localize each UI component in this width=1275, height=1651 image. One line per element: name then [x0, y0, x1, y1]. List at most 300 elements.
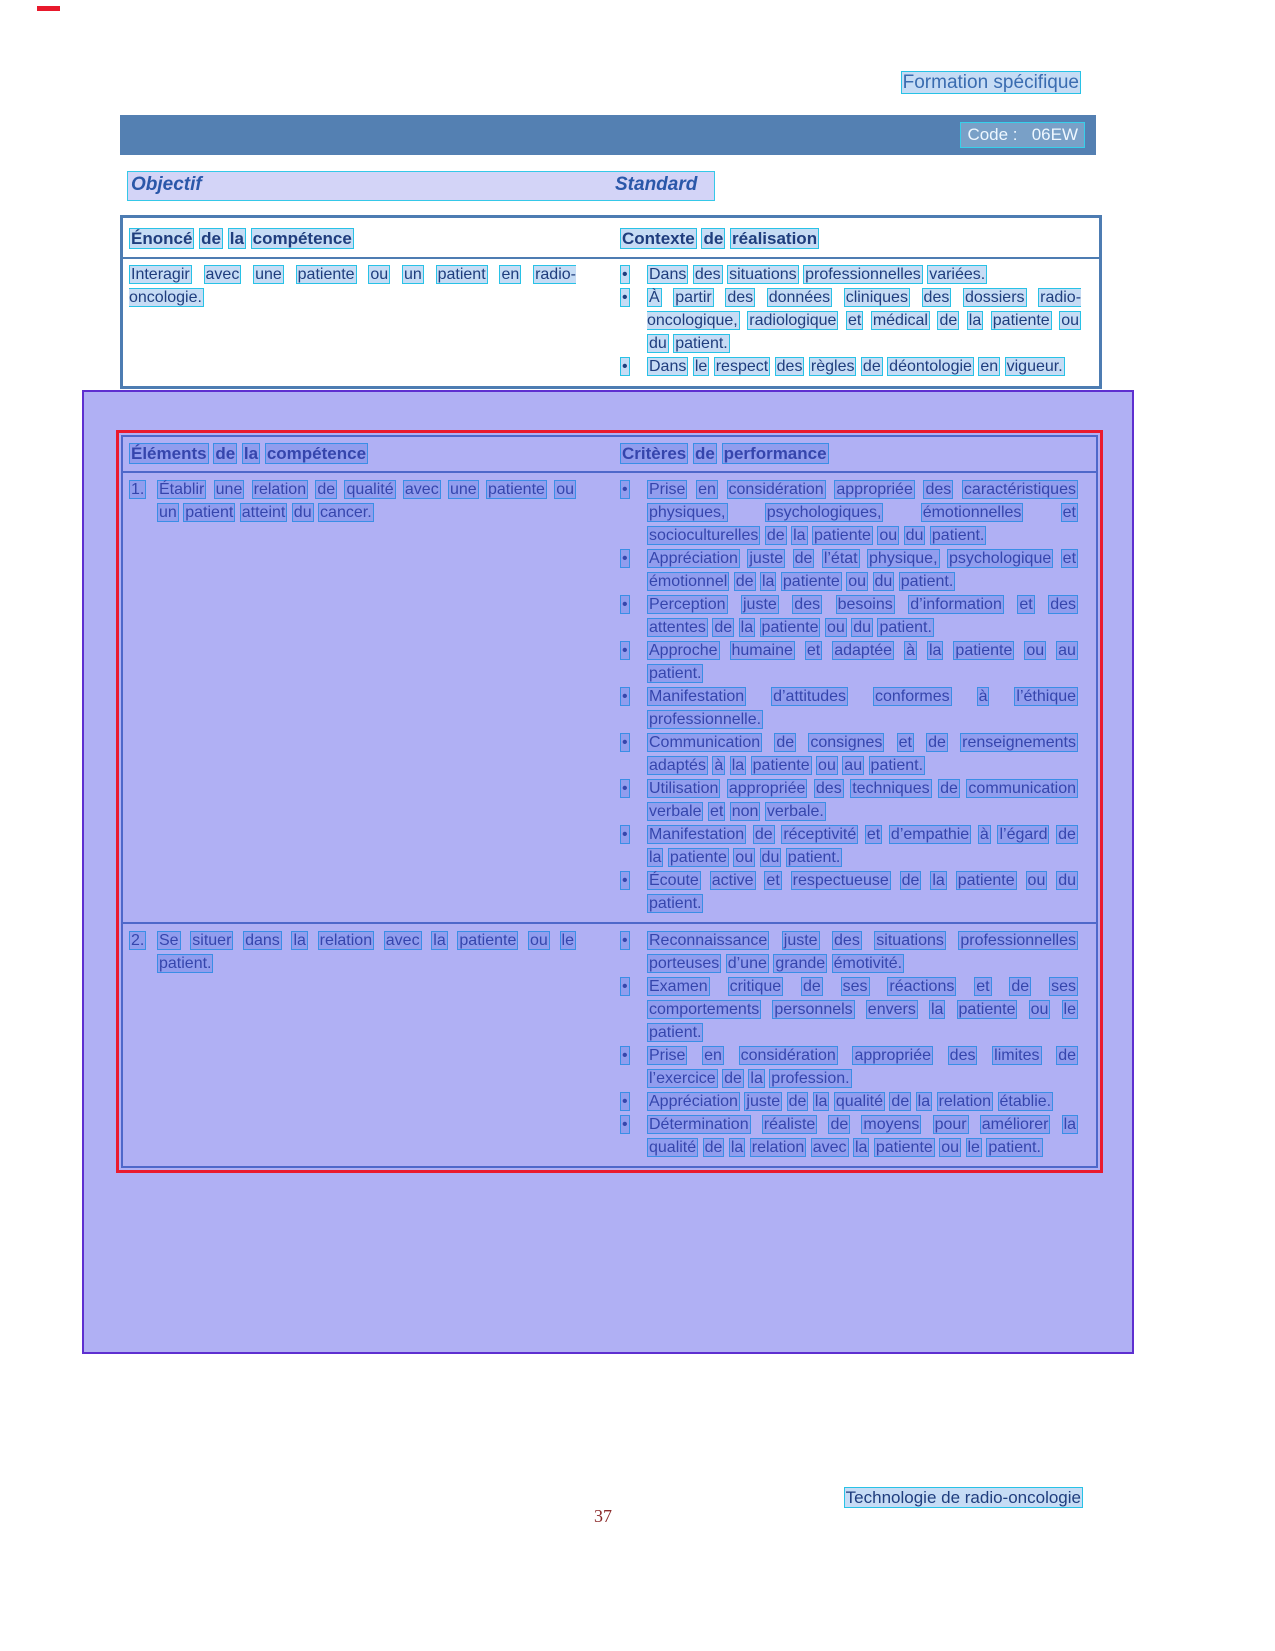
hl-word: de	[724, 1070, 742, 1087]
hl-word: moyens	[863, 1116, 920, 1133]
hl-word: réaliste	[763, 1116, 816, 1133]
hl-word: à	[978, 688, 988, 705]
hl-word: de	[939, 312, 958, 329]
hl-word: patiente	[875, 1139, 933, 1156]
hl-word: Prise	[649, 481, 686, 498]
bullet-icon: •	[622, 932, 628, 949]
element-row-1	[123, 473, 1096, 924]
hl-word: Perception	[649, 596, 726, 613]
hl-word: Approche	[649, 642, 718, 659]
hl-word: situer	[192, 932, 232, 949]
hl-word: la	[928, 642, 942, 659]
hl-word: patiente	[297, 266, 355, 283]
hl-word: de	[714, 619, 733, 636]
hl-word: de	[776, 734, 795, 751]
hl-word: la	[854, 1139, 868, 1156]
header-enonce-competence	[123, 227, 600, 250]
criteria-text	[647, 685, 1078, 731]
hl-word: humaine	[731, 642, 793, 659]
hl-word: de	[794, 550, 813, 567]
element-cell	[123, 478, 600, 915]
hl-word: la	[968, 312, 982, 329]
bullet-icon: •	[622, 1047, 628, 1064]
hl-word: la	[243, 444, 259, 463]
hl-word: radio-oncologique,	[647, 289, 1082, 329]
hl-word: ou	[848, 573, 867, 590]
hl-word: établie.	[999, 1093, 1052, 1110]
hl-word: relation	[938, 1093, 992, 1110]
hl-word: médical	[872, 312, 928, 329]
hl-word: la	[1063, 1116, 1077, 1133]
competence-statement-cell	[123, 263, 600, 378]
bullet-icon: •	[622, 780, 628, 797]
hl-word: variées.	[929, 266, 986, 283]
hl-word: la	[433, 932, 446, 949]
hl-word: verbale	[649, 803, 702, 820]
hl-word: une	[255, 266, 282, 283]
hl-word: ou	[1027, 872, 1046, 889]
criteria-item	[620, 869, 1078, 915]
hl-word: la	[293, 932, 306, 949]
criteria-text	[647, 1090, 1078, 1113]
standard-heading: Standard	[615, 174, 698, 195]
criteria-text	[647, 1113, 1078, 1159]
criteria-item	[620, 731, 1078, 777]
doc-footer-text: Technologie de radio-oncologie	[845, 1488, 1081, 1507]
bullet-icon: •	[622, 550, 628, 567]
hl-word: patient.	[879, 619, 932, 636]
hl-word: des	[1050, 596, 1076, 613]
hl-word: ou	[826, 619, 845, 636]
hl-word: techniques	[852, 780, 930, 797]
hl-word: appropriée	[854, 1047, 931, 1064]
hl-word: physique,	[869, 550, 938, 567]
enonce-table	[120, 215, 1102, 389]
hl-word: et	[898, 734, 912, 751]
code-label: Code : 06EW	[960, 122, 1085, 148]
hl-word: socioculturelles	[649, 527, 759, 544]
hl-word: respect	[715, 358, 769, 375]
hl-word: non	[731, 803, 759, 820]
hl-word: avec	[812, 1139, 847, 1156]
hl-word: Manifestation	[649, 826, 745, 843]
hl-word: adaptés	[649, 757, 706, 774]
hl-word: une	[449, 481, 477, 498]
doc-footer	[844, 1486, 1083, 1509]
hl-word: juste	[746, 1093, 781, 1110]
criteria-item	[620, 823, 1078, 869]
criteria-item	[620, 478, 1078, 547]
hl-word: des	[794, 596, 821, 613]
hl-word: des	[949, 1047, 976, 1064]
hl-word: des	[694, 266, 721, 283]
hl-word: considération	[740, 1047, 836, 1064]
bullet-icon: •	[622, 481, 628, 498]
hl-word: du	[874, 573, 893, 590]
hl-word: Appréciation	[649, 1093, 738, 1110]
hl-word: du	[905, 527, 924, 544]
hl-word: des	[776, 358, 803, 375]
bullet-icon: •	[622, 688, 628, 705]
hl-word: de	[704, 1139, 723, 1156]
bullet-icon: •	[622, 642, 628, 659]
hl-word: règles	[810, 358, 855, 375]
bullet-icon: •	[622, 289, 628, 306]
hl-word: de	[201, 229, 221, 248]
hl-word: avec	[404, 481, 439, 498]
hl-word: d’empathie	[890, 826, 970, 843]
hl-word: réceptivité	[783, 826, 857, 843]
hl-word: situations	[876, 932, 944, 949]
hl-word: Reconnaissance	[649, 932, 768, 949]
hl-word: améliorer	[981, 1116, 1049, 1133]
objectif-standard-band	[127, 171, 715, 201]
hl-word: patient.	[787, 849, 841, 866]
element-row-2	[123, 924, 1096, 1166]
hl-word: ou	[941, 1139, 960, 1156]
hl-word: patient.	[900, 573, 954, 590]
hl-word: patiente	[955, 642, 1013, 659]
criteria-item	[620, 1113, 1078, 1159]
hl-word: communication	[968, 780, 1077, 797]
criteria-text	[647, 975, 1078, 1044]
hl-word: physiques,	[649, 504, 726, 521]
criteria-text	[647, 823, 1078, 869]
criteria-item	[620, 777, 1078, 823]
element-number: 1.	[131, 481, 145, 498]
hl-word: un	[159, 504, 177, 521]
criteria-item	[620, 547, 1078, 593]
hl-word: patiente	[761, 619, 819, 636]
hl-word: patiente	[669, 849, 727, 866]
criteria-item	[620, 929, 1078, 975]
bullet-icon: •	[622, 1116, 628, 1133]
context-item	[620, 263, 1081, 286]
hl-word: émotionnel	[649, 573, 728, 590]
hl-word: la	[793, 527, 806, 544]
element-text	[157, 478, 576, 524]
hl-word: des	[815, 780, 842, 797]
hl-word: radio-oncologie.	[129, 266, 576, 306]
criteria-text	[647, 639, 1078, 685]
hl-word: patient.	[649, 1024, 702, 1041]
hl-word: l’éthique	[1016, 688, 1077, 705]
hl-word: le	[1063, 1001, 1076, 1018]
hl-word: compétence	[266, 444, 367, 463]
hl-word: la	[917, 1093, 931, 1110]
hl-word: de	[754, 826, 773, 843]
hl-word: attentes	[649, 619, 706, 636]
hl-word: de	[940, 780, 958, 797]
criteria-text	[647, 777, 1078, 823]
hl-word: d’information	[910, 596, 1002, 613]
hl-word: de	[901, 872, 920, 889]
hl-word: comportements	[649, 1001, 760, 1018]
hl-word: à	[714, 757, 724, 774]
hl-word: une	[215, 481, 243, 498]
context-list	[600, 263, 1099, 378]
hl-word: au	[844, 757, 863, 774]
hl-word: professionnelle.	[649, 711, 762, 728]
hl-word: patiente	[992, 312, 1050, 329]
hl-word: Énoncé	[131, 229, 193, 248]
hl-word: Dans	[649, 358, 687, 375]
hl-word: Utilisation	[649, 780, 719, 797]
hl-word: ou	[1030, 1001, 1049, 1018]
hl-word: ou	[556, 481, 574, 498]
hl-word: ou	[879, 527, 898, 544]
doc-category-text: Formation spécifique	[902, 72, 1079, 93]
hl-word: patient	[437, 266, 486, 283]
hl-word: de	[891, 1093, 910, 1110]
hl-word: émotivité.	[833, 955, 903, 972]
hl-word: données	[768, 289, 831, 306]
hl-word: la	[761, 573, 775, 590]
hl-word: relation	[751, 1139, 805, 1156]
hl-word: l’état	[823, 550, 858, 567]
criteria-item	[620, 593, 1078, 639]
hl-word: appropriée	[836, 481, 913, 498]
hl-word: consignes	[810, 734, 883, 751]
hl-word: Communication	[649, 734, 761, 751]
element-cell	[123, 929, 600, 1159]
hl-word: la	[730, 1139, 744, 1156]
hl-word: respectueuse	[792, 872, 889, 889]
hl-word: et	[766, 872, 780, 889]
hl-word: des	[923, 289, 950, 306]
element-text	[157, 929, 576, 975]
hl-word: cancer.	[320, 504, 372, 521]
hl-word: et	[866, 826, 881, 843]
hl-word: le	[967, 1139, 980, 1156]
enonce-table-header	[123, 218, 1099, 259]
hl-word: caractéristiques	[963, 481, 1076, 498]
criteria-text	[647, 869, 1078, 915]
hl-word: adaptée	[834, 642, 893, 659]
hl-word: professionnelles	[805, 266, 921, 283]
hl-word: patiente	[459, 932, 517, 949]
hl-word: d’une	[727, 955, 767, 972]
enonce-table-body	[123, 259, 1099, 386]
header-elements-competence	[123, 442, 600, 465]
hl-word: psychologique	[948, 550, 1052, 567]
hl-word: qualité	[346, 481, 394, 498]
hl-word: professionnelles	[960, 932, 1076, 949]
criteria-list	[600, 929, 1096, 1159]
criteria-text	[647, 547, 1078, 593]
hl-word: déontologie	[889, 358, 972, 375]
hl-word: cliniques	[845, 289, 908, 306]
hl-word: Éléments	[131, 444, 207, 463]
hl-word: verbale.	[766, 803, 824, 820]
hl-word: de	[928, 734, 946, 751]
hl-word: juste	[783, 932, 818, 949]
criteria-text	[647, 593, 1078, 639]
hl-word: envers	[867, 1001, 916, 1018]
hl-word: de	[788, 1093, 807, 1110]
criteria-text	[647, 1044, 1078, 1090]
hl-word: et	[976, 978, 990, 995]
hl-word: la	[930, 1001, 944, 1018]
criteria-text	[647, 929, 1078, 975]
hl-word: compétence	[252, 229, 352, 248]
hl-word: avec	[205, 266, 240, 283]
hl-word: pour	[934, 1116, 967, 1133]
hl-word: patient.	[649, 895, 702, 912]
hl-word: juste	[749, 550, 784, 567]
hl-word: en	[501, 266, 520, 283]
hl-word: de	[803, 978, 821, 995]
criteria-item	[620, 1044, 1078, 1090]
hl-word: la	[731, 757, 745, 774]
hl-word: des	[727, 289, 754, 306]
hl-word: patiente	[752, 757, 810, 774]
hl-word: du	[1058, 872, 1077, 889]
hl-word: patient.	[931, 527, 985, 544]
hl-word: considération	[728, 481, 824, 498]
hl-word: juste	[743, 596, 777, 613]
hl-word: d’attitudes	[773, 688, 847, 705]
hl-word: au	[1058, 642, 1076, 659]
hl-word: vigueur.	[1006, 358, 1063, 375]
hl-word: la	[932, 872, 945, 889]
hl-word: réactions	[889, 978, 955, 995]
hl-word: le	[694, 358, 708, 375]
hl-word: qualité	[835, 1093, 883, 1110]
hl-word: de	[766, 527, 785, 544]
hl-word: Prise	[649, 1047, 686, 1064]
hl-word: critique	[729, 978, 782, 995]
bullet-icon: •	[622, 1093, 628, 1110]
hl-word: active	[711, 872, 754, 889]
hl-word: et	[1019, 596, 1033, 613]
criteria-text	[647, 478, 1078, 547]
hl-word: Appréciation	[649, 550, 738, 567]
hl-word: patiente	[957, 872, 1015, 889]
hl-word: Détermination	[649, 1116, 749, 1133]
hl-word: du	[293, 504, 312, 521]
hl-word: patient.	[870, 757, 924, 774]
hl-word: des	[834, 932, 860, 949]
criteria-item	[620, 639, 1078, 685]
hl-word: avec	[385, 932, 420, 949]
hl-word: patient.	[649, 665, 702, 682]
hl-word: de	[830, 1116, 849, 1133]
hl-word: l’exercice	[649, 1070, 716, 1087]
doc-category	[901, 70, 1081, 95]
bullet-icon: •	[622, 978, 628, 995]
header-criteres-performance	[600, 442, 1096, 465]
bullet-icon: •	[622, 826, 628, 843]
hl-word: de	[1058, 826, 1076, 843]
hl-word: relation	[319, 932, 373, 949]
objectif-heading: Objectif	[131, 174, 202, 195]
bullet-icon: •	[622, 872, 628, 889]
hl-word: et	[709, 803, 724, 820]
hl-word: à	[906, 642, 915, 659]
hl-word: patient.	[988, 1139, 1041, 1156]
hl-word: patiente	[487, 481, 545, 498]
hl-word: ou	[818, 757, 836, 774]
context-item-text	[647, 355, 1081, 378]
hl-word: en	[980, 358, 999, 375]
hl-word: de	[1011, 978, 1030, 995]
hl-word: ses	[842, 978, 868, 995]
hl-word: de	[703, 229, 724, 248]
hl-word: Dans	[649, 266, 687, 283]
bullet-icon: •	[622, 358, 628, 375]
criteria-list	[600, 478, 1096, 915]
hl-word: de	[317, 481, 336, 498]
criteria-item	[620, 1090, 1078, 1113]
hl-word: relation	[253, 481, 307, 498]
hl-word: grande	[775, 955, 826, 972]
hl-word: et	[1062, 550, 1077, 567]
hl-word: de	[862, 358, 881, 375]
hl-word: la	[750, 1070, 763, 1087]
hl-word: psychologiques,	[766, 504, 882, 521]
hl-word: porteuses	[649, 955, 720, 972]
bullet-icon: •	[622, 734, 628, 751]
criteria-text	[647, 731, 1078, 777]
corner-annotation-mark	[37, 6, 60, 11]
hl-word: le	[561, 932, 574, 949]
hl-word: et	[806, 642, 821, 659]
hl-word: Contexte	[622, 229, 695, 248]
hl-word: situations	[729, 266, 797, 283]
hl-word: partir	[675, 289, 712, 306]
hl-word: limites	[994, 1047, 1040, 1064]
hl-word: qualité	[649, 1139, 697, 1156]
hl-word: besoins	[837, 596, 893, 613]
elements-table	[121, 435, 1098, 1168]
hl-word: ou	[370, 266, 389, 283]
context-item	[620, 286, 1081, 355]
hl-word: atteint	[241, 504, 286, 521]
hl-word: À	[649, 289, 660, 306]
hl-word: ou	[530, 932, 548, 949]
hl-word: de	[735, 573, 754, 590]
hl-word: à	[979, 826, 989, 843]
hl-word: ou	[1061, 312, 1080, 329]
hl-word: profession.	[771, 1070, 850, 1087]
hl-word: Écoute	[649, 872, 699, 889]
hl-word: du	[649, 335, 667, 352]
competence-statement	[129, 263, 576, 309]
hl-word: performance	[723, 444, 827, 463]
hl-word: patient.	[675, 335, 728, 352]
bullet-icon: •	[622, 596, 628, 613]
hl-word: Se	[159, 932, 179, 949]
hl-word: dans	[245, 932, 280, 949]
hl-word: et	[847, 312, 862, 329]
hl-word: dossiers	[964, 289, 1025, 306]
hl-word: de	[215, 444, 236, 463]
hl-word: la	[229, 229, 244, 248]
hl-word: radiologique	[749, 312, 837, 329]
hl-word: Critères	[622, 444, 687, 463]
hl-word: conformes	[874, 688, 950, 705]
context-item-text	[647, 286, 1081, 355]
hl-word: renseignements	[962, 734, 1076, 751]
hl-word: la	[740, 619, 754, 636]
hl-word: de	[1058, 1047, 1076, 1064]
hl-word: Examen	[649, 978, 708, 995]
hl-word: patient	[185, 504, 234, 521]
criteria-item	[620, 685, 1078, 731]
hl-word: la	[814, 1093, 828, 1110]
hl-word: réalisation	[732, 229, 818, 248]
